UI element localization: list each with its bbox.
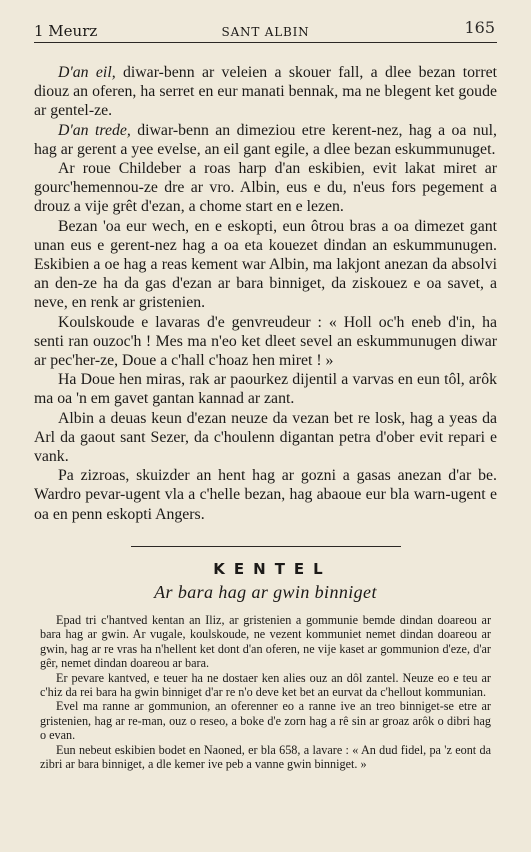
paragraph-text: Ha Doue hen miras, rak ar paourkez dijentil a varvas en eun tôl, arôk ma oa 'n em gavet gantan kannad ar zant.: [34, 371, 497, 408]
lesson-paragraph: Evel ma ranne ar gommunion, an oferenner eo a ranne ive an treo binniget-se etre ar gristenien, hag ar re-man, ouz o reseo, a boke d'e zorn hag a rê sin ar groaz arôk o dibri hag o evan.: [40, 699, 491, 743]
lesson-paragraph: Er pevare kantved, e teuer ha ne dostaer ken alies ouz an dôl zantel. Neuze eo e teu ar c'hiz da rei bara ha gwin binniget d'ar re n'o deve ket bet an eurvat da c'hellout kommunian.: [40, 670, 491, 699]
paragraph: [34, 63, 497, 121]
lesson-text: [34, 613, 497, 771]
paragraph: [34, 466, 497, 524]
section-subtitle: Ar bara hag ar gwin binniget: [154, 581, 377, 602]
paragraph-lead: D'an trede,: [58, 121, 131, 139]
section-divider: [131, 546, 401, 547]
paragraph-text: Bezan 'oa eur wech, en e eskopti, eun ôtrou bras a oa dimezet gant unan eus e gerent-nez hag a oa eta kouezet dindan an eskummunugen. Eskibien a oe hag a reas kement war Albin, ma lakjont anezan da absolvi an den-ze ha da gas d'ezan ar bara binniget, da ziskouez e oa savet, a neve, en renk ar gristenien.: [34, 217, 497, 312]
paragraph: [34, 370, 497, 408]
paragraph-text: Albin a deuas keun d'ezan neuze da vezan bet re losk, hag a yeas da Arl da gaout sant Sezer, da c'houlenn digantan petra d'ober evit repari e vank.: [34, 409, 497, 466]
paragraph: [34, 409, 497, 467]
paragraph: [34, 313, 497, 371]
paragraph-lead: D'an eil,: [58, 64, 116, 81]
paragraph-text: diwar-benn an dimeziou etre kerent-nez, hag a oa nul, hag ar gerent a yee evelse, an eil gant egile, a dlee bezan eskummunuget.: [34, 121, 497, 158]
header-title: SANT ALBIN: [221, 25, 310, 39]
lesson-paragraph: Eun nebeut eskibien bodet en Naoned, er bla 658, a lavare : « An dud fidel, pa 'z eont da zibri ar bara binniget, a dle kemer ive peb a vanne gwin binniget. »: [40, 742, 491, 771]
paragraph: [34, 121, 497, 159]
paragraph-text: diwar-benn ar veleien a skouer fall, a dlee bezan torret diouz an oferen, ha serret en eur manati bennak, ma ne blegent ket goude ar gentel-ze.: [34, 64, 497, 120]
paragraph-text: Ar roue Childeber a roas harp d'an eskibien, evit lakat miret ar gourc'hemennou-ze dre ar vro. Albin, eus e du, n'eus fors pegement a drouz a vije grêt d'ezan, a chome start en e lezen.: [34, 160, 497, 216]
running-head: [34, 16, 497, 43]
page-number: 165: [464, 18, 495, 37]
header-date: 1 Meurz: [34, 22, 98, 40]
main-text: [34, 63, 497, 524]
section-title: KENTEL: [213, 559, 332, 578]
paragraph-text: Pa zizroas, skuizder an hent hag ar gozni a gasas anezan d'ar be. Wardro pevar-ugent vla a c'helle bezan, hag abaoue eur bla warn-ugent e oa en penn eskopti Angers.: [34, 467, 497, 523]
lesson-paragraph: Epad tri c'hantved kentan an Iliz, ar gristenien a gommunie bemde dindan doareou ar bara hag ar gwin. Ar vugale, koulskoude, ne vezent kommuniet nemet dindan doareou ar gwin, hag ar re vras ha n'hellent ket dont d'an oferen, ne vije kaset ar gommunion d'eze, d'ar gêr, nemet dindan doareou ar bara.: [40, 612, 491, 671]
paragraph-text: Koulskoude e lavaras d'e genvreudeur : « Holl oc'h eneb d'in, ha senti ran ouzoc'h ! Mes ma n'eo ket dleet sevel an eskummunugen diwar ar pec'her-ze, Doue a c'hall c'hoaz hen miret ! »: [34, 313, 497, 370]
paragraph: [34, 217, 497, 313]
paragraph: [34, 159, 497, 217]
